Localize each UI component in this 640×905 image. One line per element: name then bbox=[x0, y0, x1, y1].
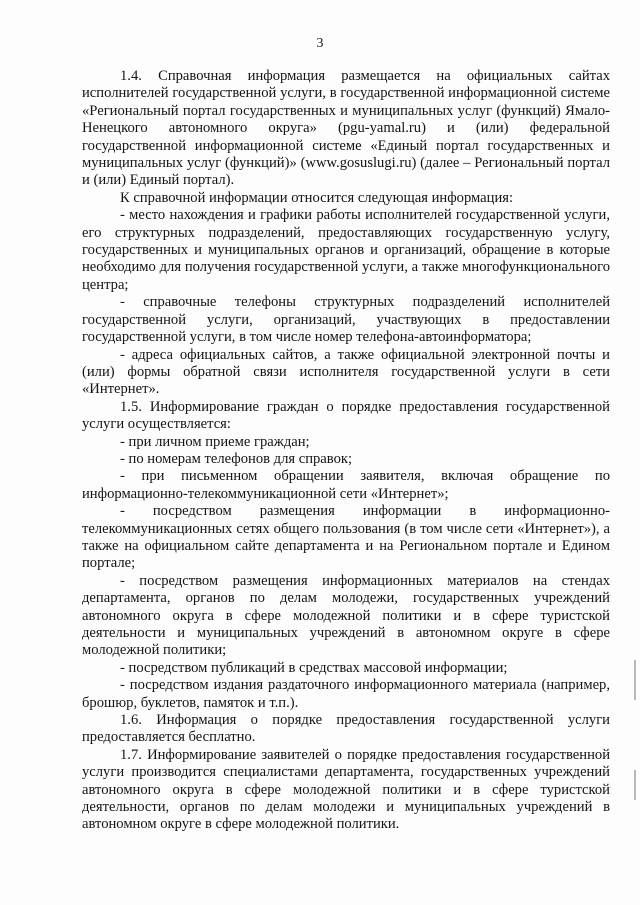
list-item-personal-reception: - при личном приеме граждан; bbox=[120, 433, 310, 450]
list-item-written-request: - при письменном обращении заявителя, включая обращение по информационно-телекоммуникационной сети «Интернет»; bbox=[82, 468, 610, 502]
paragraph-1-5: 1.5. Информирование граждан о порядке предоставления государственной услуги осуществляется: bbox=[82, 398, 610, 433]
paragraph-1-7: 1.7. Информирование заявителей о порядке предоставления государственной услуги производится специалистами департамента, государственных учреждений автономного округа в сфере молодежной политики и в сфере туристской деятельности, органов по делам молодежи и муниципальных учреждений в автономном округе в сфере молодежной политики. bbox=[82, 746, 610, 833]
paragraph-reference-info-intro: К справочной информации относится следующая информация: bbox=[120, 189, 514, 206]
list-item-phones: - справочные телефоны структурных подразделений исполнителей государственной услуги, организаций, участвующих в предоставлении государственной услуги, в том числе номер телефона-автоинформатора; bbox=[82, 294, 610, 346]
list-item-location-schedule: - место нахождения и графики работы исполнителей государственной услуги, его структурных подразделений, предоставляющих государственную услугу, государственных и муниципальных органов и организаций, обращение в которые необходимо для получения государственной услуги, а также многофункционального центра; bbox=[82, 207, 610, 293]
list-item-websites: - адреса официальных сайтов, а также официальной электронной почты и (или) формы обратной связи исполнителя государственной услуги в сети «Интернет». bbox=[82, 346, 610, 398]
paragraph-1-4: 1.4. Справочная информация размещается на официальных сайтах исполнителей государственной услуги, в государственной информационной системе «Региональный портал государственных и муниципальных услуг (функций) Ямало-Ненецкого автономного округа» (pgu-yamal.ru) и (или) федеральной государственной информационной системе «Единый портал государственных и муниципальных услуг (функций)» (www.gosuslugi.ru) (далее – Региональный портал и (или) Единый портал). bbox=[82, 68, 610, 189]
list-item-phone-inquiries: - по номерам телефонов для справок; bbox=[120, 450, 353, 467]
document-body bbox=[82, 68, 610, 834]
scan-edge-mark bbox=[634, 660, 636, 700]
list-item-mass-media: - посредством публикаций в средствах массовой информации; bbox=[120, 659, 508, 676]
scan-edge-mark bbox=[634, 770, 636, 800]
list-item-handouts: - посредством издания раздаточного информационного материала (например, брошюр, буклетов, памяток и т.п.). bbox=[82, 677, 610, 711]
list-item-information-stands: - посредством размещения информационных материалов на стендах департамента, органов по делам молодежи, государственных учреждений автономного округа в сфере молодежной политики и в сфере туристской деятельности и муниципальных учреждений в автономном округе в сфере молодежной политики; bbox=[82, 572, 610, 659]
list-item-network-publication: - посредством размещения информации в информационно-телекоммуникационных сетях общего пользования (в том числе сети «Интернет»), а также на официальном сайте департамента и на Региональном портале и Едином портале; bbox=[82, 503, 610, 572]
page-number: 3 bbox=[316, 36, 324, 51]
paragraph-1-6: 1.6. Информация о порядке предоставления государственной услуги предоставляется бесплатно. bbox=[82, 712, 610, 746]
